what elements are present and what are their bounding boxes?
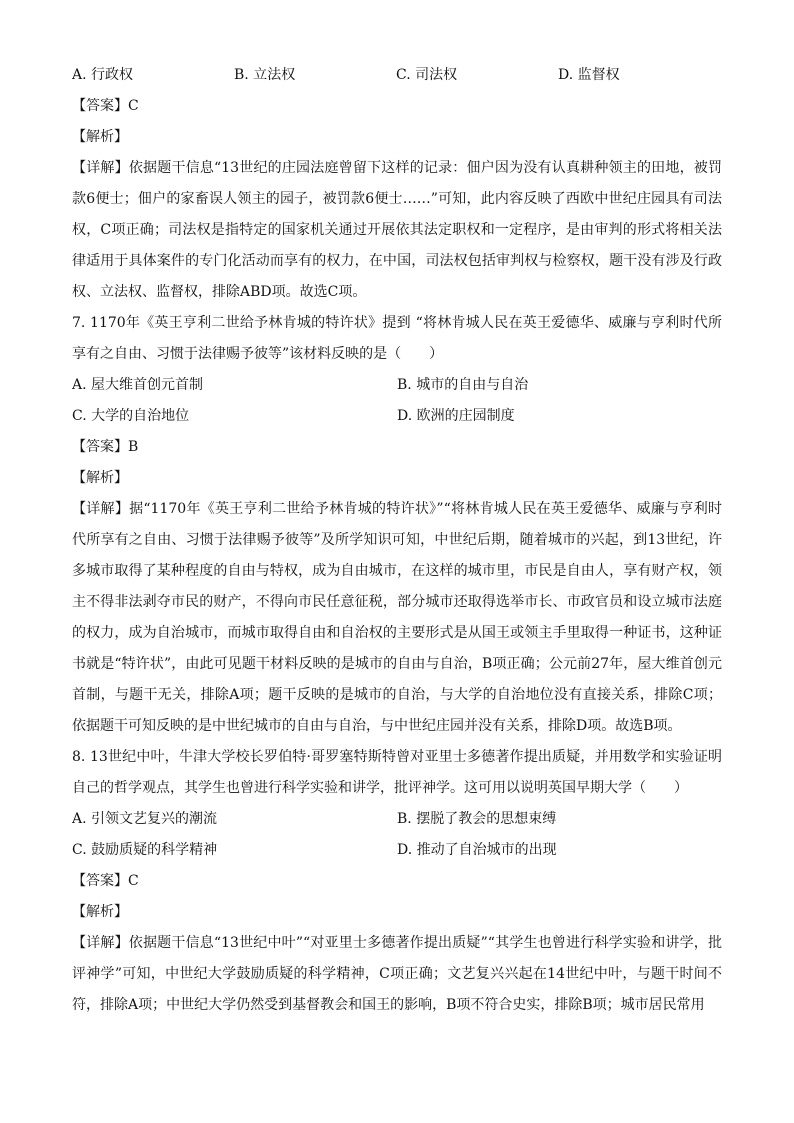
q7-option-c: C. 大学的自治地位 (72, 408, 190, 424)
detail-label: 【详解】 (72, 501, 130, 517)
q7-options-row-2 (72, 401, 722, 432)
q6-answer (72, 91, 722, 122)
q8-option-b: B. 摆脱了教会的思想束缚 (397, 811, 557, 827)
q8-option-c: C. 鼓励质疑的科学精神 (72, 842, 218, 858)
q7-answer (72, 432, 722, 463)
q8-answer (72, 866, 722, 897)
detail-label: 【详解】 (72, 160, 129, 176)
q6-option-b: B. 立法权 (234, 67, 296, 83)
q7-detail (72, 494, 722, 742)
q7-option-b: B. 城市的自由与自治 (397, 377, 529, 393)
q7-option-d: D. 欧洲的庄园制度 (397, 408, 515, 424)
q6-option-c: C. 司法权 (396, 67, 458, 83)
answer-label: 【答案】 (72, 439, 128, 455)
document-page (72, 60, 722, 1021)
q7-stem: 7. 1170年《英王亨利二世给予林肯城的特许状》提到 “将林肯城人民在英王爱德华、威廉与亨利时代所享有之自由、习惯于法律赐予彼等”该材料反映的是（ ） (72, 315, 722, 362)
q8-stem: 8. 13世纪中叶，牛津大学校长罗伯特·哥罗塞特斯特曾对亚里士多德著作提出质疑，并用数学和实验证明自己的哲学观点，其学生也曾进行科学实验和讲学，批评神学。这可用以说明英国早期大学（ ） (72, 749, 722, 796)
q7-option-a: A. 屋大维首创元首制 (72, 377, 204, 393)
q8-option-d: D. 推动了自治城市的出现 (397, 842, 557, 858)
q6-analysis-label: 【解析】 (72, 129, 128, 145)
q8-options-row-1 (72, 804, 722, 835)
detail-text: 依据题干信息“13世纪中叶”“对亚里士多德著作提出质疑”“其学生也曾进行科学实验和讲学，批评神学”可知，中世纪大学鼓励质疑的科学精神，C项正确；文艺复兴兴起在14世纪中叶，与题干时间不符，排除A项；中世纪大学仍然受到基督教会和国王的影响，B项不符合史实，排除B项；城市居民常用 (72, 935, 722, 1013)
detail-text: 据“1170年《英王亨利二世给予林肯城的特许状》”“将林肯城人民在英王爱德华、威廉与亨利时代所享有之自由、习惯于法律赐予彼等”及所学知识可知，中世纪后期，随着城市的兴起，到13世纪，许多城市取得了某种程度的自由与特权，成为自由城市，在这样的城市里，市民是自由人，享有财产权，领主不得非法剥夺市民的财产，不得向市民任意征税，部分城市还取得选举市长、市政官员和设立城市法庭的权力，成为自治城市，而城市取得自由和自治权的主要形式是从国王或领主手里取得一种证书，这种证书就是“特许状”，由此可见题干材料反映的是城市的自由与自治，B项正确；公元前27年，屋大维首创元首制，与题干无关，排除A项；题干反映的是城市的自治，与大学的自治地位没有直接关系，排除C项；依据题干可知反映的是中世纪城市的自由与自治，与中世纪庄园并没有关系，排除D项。故选B项。 (72, 501, 722, 734)
q7-analysis-label: 【解析】 (72, 470, 128, 486)
q6-option-d: D. 监督权 (558, 67, 620, 83)
q8-detail (72, 928, 722, 1021)
q6-option-a: A. 行政权 (72, 67, 134, 83)
answer-label: 【答案】 (72, 873, 128, 889)
q8-options-row-2 (72, 835, 722, 866)
answer-value: C (128, 98, 139, 114)
q8-option-a: A. 引领文艺复兴的潮流 (72, 811, 218, 827)
answer-value: B (128, 439, 139, 455)
q6-options (72, 60, 722, 91)
answer-label: 【答案】 (72, 98, 128, 114)
detail-text: 依据题干信息“13世纪的庄园法庭曾留下这样的记录：佃户因为没有认真耕种领主的田地，被罚款6便士；佃户的家畜误人领主的园子，被罚款6便士……”可知，此内容反映了西欧中世纪庄园具有司法权，C项正确；司法权是指特定的国家机关通过开展依其法定职权和一定程序，是由审判的形式将相关法律适用于具体案件的专门化活动而享有的权力，在中国，司法权包括审判权与检察权，题干没有涉及行政权、立法权、监督权，排除ABD项。故选C项。 (72, 160, 722, 300)
q7-options-row-1 (72, 370, 722, 401)
q8-analysis-label: 【解析】 (72, 904, 128, 920)
q6-detail (72, 153, 722, 308)
answer-value: C (128, 873, 139, 889)
detail-label: 【详解】 (72, 935, 129, 951)
